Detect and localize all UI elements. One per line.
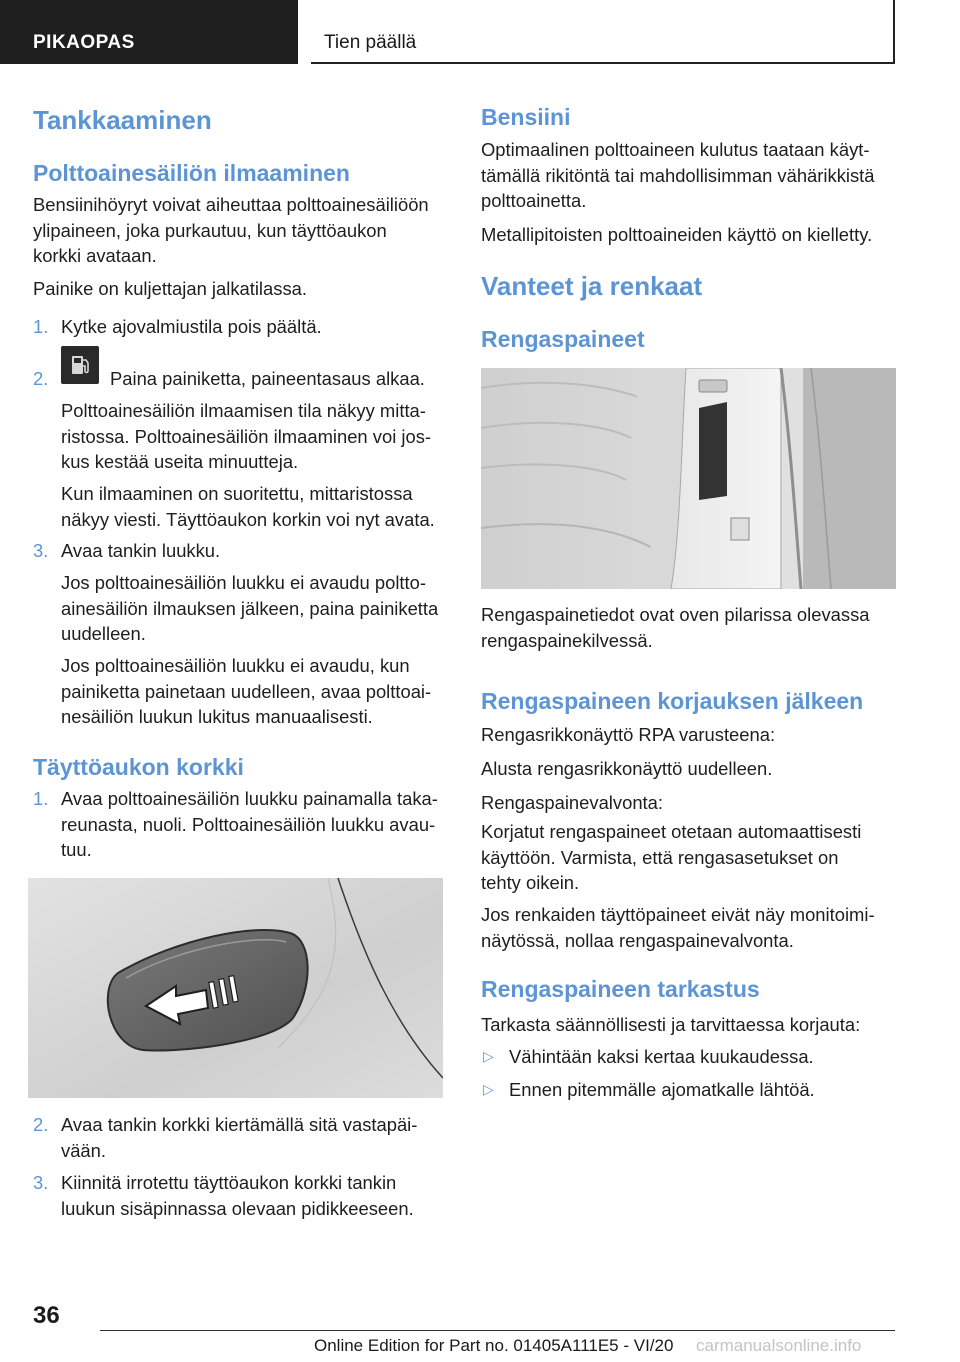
step-note bbox=[61, 398, 445, 475]
step-number: 2. bbox=[33, 1114, 49, 1135]
text-line: polttoainetta. bbox=[481, 190, 587, 211]
text-line: näytössä, nollaa rengaspainevalvonta. bbox=[481, 929, 794, 951]
footer-watermark: carmanualsonline.info bbox=[696, 1336, 862, 1355]
text-line: tuu. bbox=[61, 839, 92, 860]
step-number: 1. bbox=[33, 316, 49, 337]
footer-edition: Online Edition for Part no. 01405A111E5 - VI/20 bbox=[314, 1336, 674, 1355]
step-text bbox=[61, 1170, 445, 1221]
heading-petrol: Bensiini bbox=[481, 104, 571, 130]
text-line: ylipaineen, joka purkautuu, kun täyttöaukon bbox=[33, 219, 387, 241]
text-line: Korjatut rengaspaineet otetaan automaattisesti bbox=[481, 821, 862, 842]
text-line: painiketta painetaan uudelleen, avaa polttoai- bbox=[61, 680, 432, 702]
text-line: Polttoainesäiliön ilmaamisen tila näkyy mitta- bbox=[61, 400, 426, 421]
step-text: Avaa tankin luukku. bbox=[61, 540, 221, 561]
text-line: tehty oikein. bbox=[481, 872, 580, 893]
bullet-triangle-icon: ▷ bbox=[483, 1081, 494, 1097]
text-line: reunasta, nuoli. Polttoainesäiliön luukku avau- bbox=[61, 813, 436, 835]
fuel-flap-illustration bbox=[28, 878, 443, 1098]
heading-pressure-check: Rengaspaineen tarkastus bbox=[481, 976, 760, 1002]
step-number: 1. bbox=[33, 788, 49, 809]
header-chapter-tab bbox=[311, 0, 895, 64]
text-line: Bensiinihöyryt voivat aiheuttaa polttoainesäiliöön bbox=[33, 194, 429, 215]
title-refuelling: Tankkaaminen bbox=[33, 105, 212, 135]
text-line: ainesäiliön ilmauksen jälkeen, paina painiketta bbox=[61, 597, 439, 619]
after-repair-rpa: Rengasrikkonäyttö RPA varusteena: bbox=[481, 724, 776, 745]
header-section-tab bbox=[0, 0, 298, 64]
text-line: uudelleen. bbox=[61, 623, 146, 644]
text-line: Avaa polttoainesäiliön luukku painamalla taka- bbox=[61, 788, 438, 809]
door-pillar-illustration bbox=[481, 368, 896, 589]
petrol-metal-warning: Metallipitoisten polttoaineiden käyttö on kielletty. bbox=[481, 224, 873, 245]
text-line: rengaspainekilvessä. bbox=[481, 629, 653, 651]
pressure-check-bullet: Ennen pitemmälle ajomatkalle lähtöä. bbox=[509, 1079, 815, 1100]
text-line: Avaa tankin korkki kiertämällä sitä vastapäi- bbox=[61, 1114, 418, 1135]
text-line: Jos polttoainesäiliön luukku ei avaudu poltto- bbox=[61, 572, 426, 593]
text-line: Optimaalinen polttoaineen kulutus taataan käyt- bbox=[481, 139, 870, 160]
text-line: vään. bbox=[61, 1139, 106, 1161]
text-line: Jos renkaiden täyttöpaineet eivät näy monitoimi- bbox=[481, 904, 875, 925]
bullet-triangle-icon: ▷ bbox=[483, 1048, 494, 1064]
page-number: 36 bbox=[33, 1302, 60, 1329]
text-line: käyttöön. Varmista, että rengasasetukset on bbox=[481, 846, 839, 868]
text-line: kus kestää useita minuutteja. bbox=[61, 451, 299, 472]
step-number: 3. bbox=[33, 540, 49, 561]
step-text: Paina painiketta, paineentasaus alkaa. bbox=[110, 368, 425, 389]
text-line: luukun sisäpinnassa olevaan pidikkeeseen. bbox=[61, 1197, 414, 1219]
step-text: Kytke ajovalmiustila pois päältä. bbox=[61, 316, 322, 337]
step-text bbox=[61, 786, 447, 863]
header-section-label: PIKAOPAS bbox=[33, 32, 135, 53]
step-number: 2. bbox=[33, 368, 49, 389]
text-line: näkyy viesti. Täyttöaukon korkin voi nyt avata. bbox=[61, 508, 435, 530]
heading-filler-cap: Täyttöaukon korkki bbox=[33, 754, 244, 780]
text-line: tämällä rikitöntä tai mahdollisimman vähärikkistä bbox=[481, 164, 875, 186]
text-line: Kiinnitä irrotettu täyttöaukon korkki tankin bbox=[61, 1172, 397, 1193]
after-repair-tpm: Rengaspainevalvonta: bbox=[481, 792, 663, 813]
text-line: korkki avataan. bbox=[33, 245, 157, 266]
text-line: ristossa. Polttoainesäiliön ilmaaminen voi jos- bbox=[61, 425, 432, 447]
fuel-vent-button-icon bbox=[61, 346, 99, 384]
heading-after-repair: Rengaspaineen korjauksen jälkeen bbox=[481, 688, 864, 714]
title-wheels-tires: Vanteet ja renkaat bbox=[481, 271, 703, 301]
pressure-check-bullet: Vähintään kaksi kertaa kuukaudessa. bbox=[509, 1046, 814, 1067]
heading-venting: Polttoainesäiliön ilmaaminen bbox=[33, 160, 350, 186]
step-number: 3. bbox=[33, 1172, 49, 1193]
button-location-text: Painike on kuljettajan jalkatilassa. bbox=[33, 278, 307, 299]
text-line: nesäiliön luukun lukitus manuaalisesti. bbox=[61, 706, 373, 727]
text-line: Kun ilmaaminen on suoritettu, mittaristossa bbox=[61, 483, 413, 504]
after-repair-tpm-text bbox=[481, 819, 897, 896]
after-repair-reset-text bbox=[481, 902, 899, 953]
step-note bbox=[61, 653, 445, 730]
step-note bbox=[61, 481, 445, 532]
text-line: Jos polttoainesäiliön luukku ei avaudu, kun bbox=[61, 655, 410, 676]
tire-pressure-caption bbox=[481, 602, 897, 653]
footer-divider bbox=[100, 1330, 895, 1331]
step-note bbox=[61, 570, 447, 647]
pressure-check-intro: Tarkasta säännöllisesti ja tarvittaessa korjauta: bbox=[481, 1014, 861, 1035]
petrol-text bbox=[481, 137, 897, 214]
header-chapter-label: Tien päällä bbox=[324, 32, 417, 53]
after-repair-rpa-action: Alusta rengasrikkonäyttö uudelleen. bbox=[481, 758, 773, 779]
text-line: Rengaspainetiedot ovat oven pilarissa olevassa bbox=[481, 604, 870, 625]
heading-tire-pressure: Rengaspaineet bbox=[481, 326, 645, 352]
step-text bbox=[61, 1112, 445, 1163]
venting-intro bbox=[33, 192, 445, 269]
